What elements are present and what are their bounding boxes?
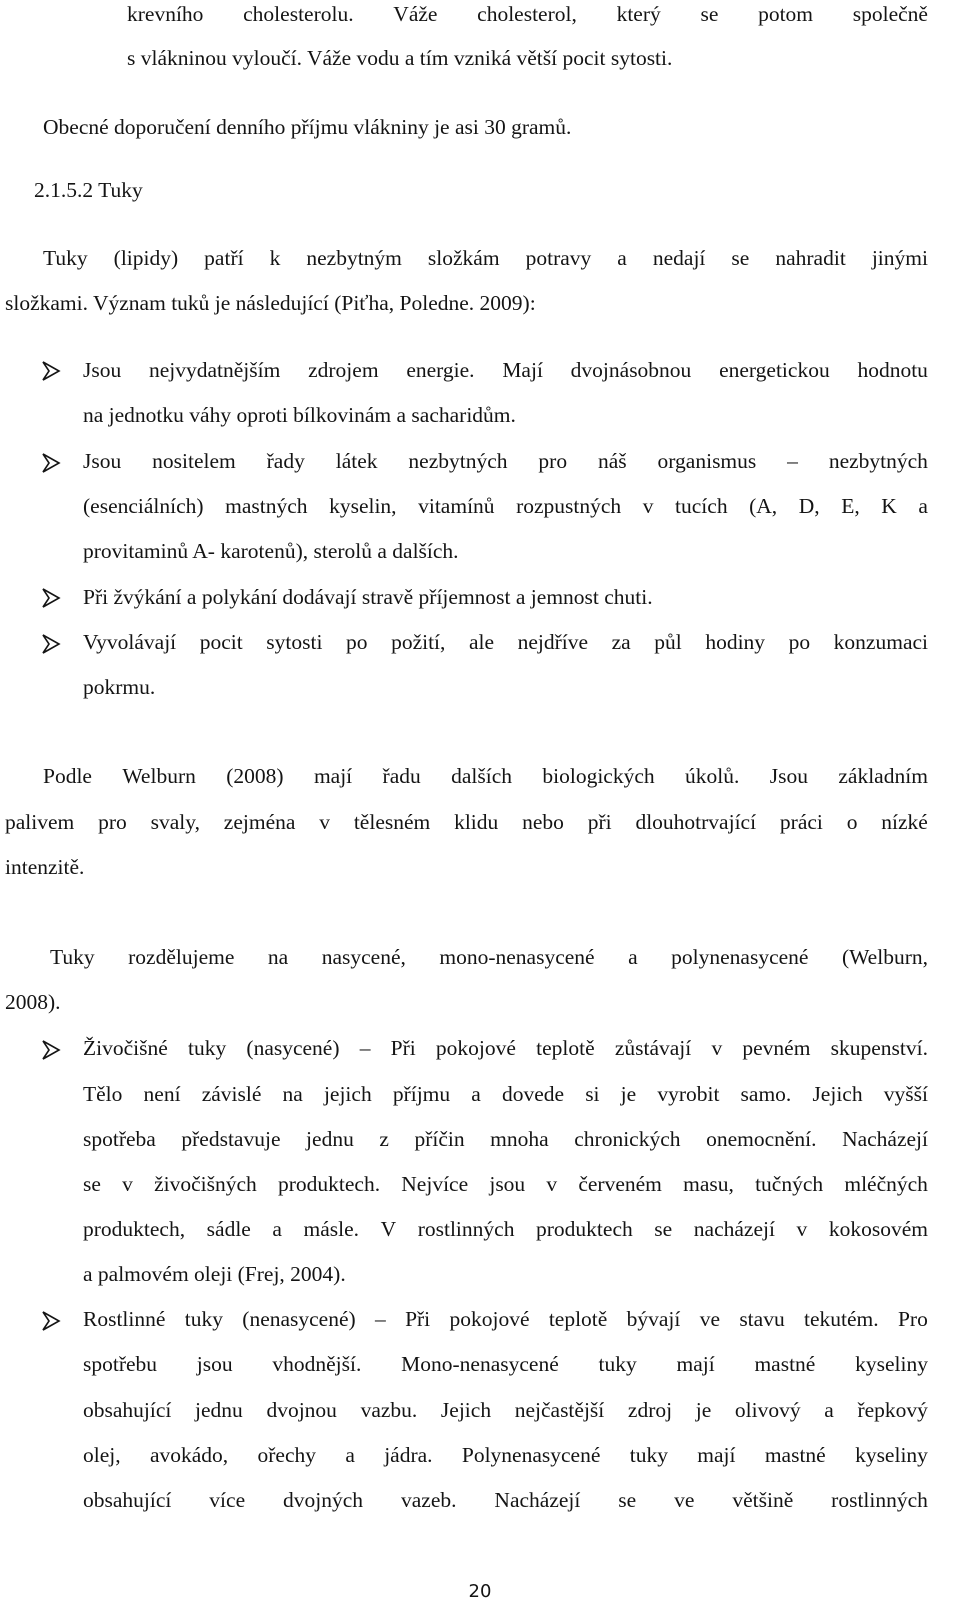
word: konzumaci	[833, 630, 928, 654]
word: onemocnění.	[706, 1127, 817, 1151]
word: nízké	[881, 810, 928, 834]
word: kyseliny	[855, 1352, 928, 1376]
word: dovede	[501, 1082, 565, 1106]
word: pevném	[742, 1036, 811, 1060]
word: příjmu	[392, 1082, 451, 1106]
word: masu,	[683, 1172, 734, 1196]
word: stavu	[739, 1307, 785, 1331]
word: dlouhotrvající	[635, 810, 757, 834]
word: sytosti	[266, 630, 323, 654]
text-line	[43, 762, 928, 790]
word: spotřebu	[83, 1352, 158, 1376]
word: není	[143, 1082, 181, 1106]
bullet-text	[83, 1034, 928, 1062]
word: jsou	[196, 1352, 233, 1376]
word: nositelem	[152, 449, 236, 473]
word: v	[122, 1172, 133, 1196]
word: jádra.	[384, 1443, 433, 1467]
word: se	[700, 2, 719, 26]
bullet-text	[83, 492, 928, 520]
word: olivový	[734, 1398, 801, 1422]
word: nejdříve	[517, 630, 589, 654]
word: mastných	[225, 494, 308, 518]
bullet-text	[83, 1170, 928, 1198]
word: hodiny	[705, 630, 766, 654]
word: nacházejí	[693, 1217, 775, 1241]
bullet-text: provitaminů A- karotenů), sterolů a dalších.	[83, 539, 459, 563]
word: polynenasycené	[671, 945, 809, 969]
word: nezbytným	[306, 246, 402, 270]
word: většině	[732, 1488, 794, 1512]
word: –	[359, 1036, 371, 1060]
word: si	[585, 1082, 600, 1106]
bullet-text	[83, 628, 928, 656]
text-line: složkami. Význam tuků je následující (Piťha, Poledne. 2009):	[5, 291, 536, 315]
word: nedají	[652, 246, 706, 270]
word: nejčastější	[514, 1398, 605, 1422]
word: složkám	[427, 246, 500, 270]
word: spotřeba	[83, 1127, 156, 1151]
word: práci	[779, 810, 823, 834]
word: mají	[697, 1443, 736, 1467]
word: požití,	[391, 630, 446, 654]
word: samo.	[740, 1082, 792, 1106]
word: zejména	[223, 810, 296, 834]
word: K	[881, 494, 897, 518]
word: příčin	[414, 1127, 465, 1151]
word: mastné	[764, 1443, 826, 1467]
word: dvojných	[283, 1488, 364, 1512]
word: Nacházejí	[494, 1488, 581, 1512]
word: bývají	[626, 1307, 681, 1331]
word: mono-nenasycené	[439, 945, 595, 969]
word: mnoha	[490, 1127, 549, 1151]
word: –	[787, 449, 798, 473]
word: k	[269, 246, 281, 270]
word: pro	[538, 449, 568, 473]
word: tuky	[184, 1307, 223, 1331]
text-line	[43, 244, 928, 272]
word: hodnotu	[857, 358, 928, 382]
bullet-text	[83, 356, 928, 384]
word: Tělo	[83, 1082, 123, 1106]
bullet-text: na jednotku váhy oproti bílkovinám a sacharidům.	[83, 403, 516, 427]
word: rostlinných	[417, 1217, 515, 1241]
word: nahradit	[775, 246, 846, 270]
text-line: intenzitě.	[5, 855, 85, 879]
word: kyseliny	[855, 1443, 928, 1467]
word: Pro	[897, 1307, 928, 1331]
word: mastné	[754, 1352, 816, 1376]
word: V	[380, 1217, 397, 1241]
word: nejvydatnějším	[148, 358, 281, 382]
word: Mono-nenasycené	[401, 1352, 559, 1376]
word: jednu	[306, 1127, 354, 1151]
word: (2008)	[226, 764, 284, 788]
word: (esenciálních)	[83, 494, 204, 518]
word: palivem	[5, 810, 75, 834]
text-line: 2008).	[5, 990, 61, 1014]
word: společně	[852, 2, 928, 26]
word: teplotě	[536, 1036, 595, 1060]
word: D,	[798, 494, 820, 518]
word: (lipidy)	[113, 246, 179, 270]
word: ořechy	[257, 1443, 316, 1467]
word: tucích	[675, 494, 728, 518]
word: pro	[98, 810, 127, 834]
text-line: s vlákninou vyloučí. Váže vodu a tím vzniká větší pocit sytosti.	[127, 46, 673, 70]
word: zdrojem	[308, 358, 379, 382]
arrowhead-bullet-icon	[41, 634, 61, 654]
word: tučných	[755, 1172, 824, 1196]
word: půl	[654, 630, 682, 654]
word: produktech	[536, 1217, 633, 1241]
word: svaly,	[150, 810, 200, 834]
word: jinými	[871, 246, 928, 270]
word: z	[379, 1127, 389, 1151]
word: Podle	[43, 764, 92, 788]
word: E,	[841, 494, 860, 518]
bullet-text	[83, 1305, 928, 1333]
word: a	[617, 246, 627, 270]
word: dalších	[451, 764, 513, 788]
word: tuky	[187, 1036, 227, 1060]
word: rozpustných	[516, 494, 622, 518]
word: Jejich	[812, 1082, 863, 1106]
word: řepkový	[857, 1398, 928, 1422]
word: potom	[758, 2, 814, 26]
word: Váže	[393, 2, 438, 26]
word: zůstávají	[614, 1036, 692, 1060]
word: po	[788, 630, 811, 654]
word: řadu	[382, 764, 421, 788]
word: a	[918, 494, 928, 518]
word: v	[319, 810, 330, 834]
word: tuky	[629, 1443, 668, 1467]
word: Rostlinné	[83, 1307, 166, 1331]
word: závislé	[201, 1082, 262, 1106]
word: se	[731, 246, 750, 270]
word: energetickou	[719, 358, 830, 382]
word: Jsou	[83, 449, 122, 473]
word: mají	[313, 764, 353, 788]
bullet-text	[83, 447, 928, 475]
word: mají	[676, 1352, 715, 1376]
text-line	[127, 0, 928, 28]
word: tuky	[598, 1352, 637, 1376]
word: řady	[266, 449, 305, 473]
word: tělesném	[353, 810, 431, 834]
word: Při	[405, 1307, 431, 1331]
word: vyšší	[883, 1082, 928, 1106]
word: (nenasycené)	[242, 1307, 356, 1331]
word: a	[345, 1443, 355, 1467]
word: ve	[674, 1488, 695, 1512]
word: Tuky	[43, 246, 88, 270]
section-heading: 2.1.5.2 Tuky	[34, 178, 143, 202]
word: vazbu.	[360, 1398, 418, 1422]
word: na	[282, 1082, 303, 1106]
word: kyselin,	[329, 494, 397, 518]
word: skupenství.	[830, 1036, 928, 1060]
word: jsou	[489, 1172, 526, 1196]
arrowhead-bullet-icon	[41, 453, 61, 473]
word: a	[272, 1217, 282, 1241]
word: tekutém.	[804, 1307, 879, 1331]
word: Živočišné	[83, 1036, 168, 1060]
word: vhodnější.	[272, 1352, 362, 1376]
word: jednu	[195, 1398, 243, 1422]
word: který	[616, 2, 661, 26]
text-line	[5, 808, 928, 836]
word: produktech.	[277, 1172, 381, 1196]
word: (Welburn,	[841, 945, 928, 969]
word: a	[628, 945, 638, 969]
word: Při	[390, 1036, 416, 1060]
word: úkolů.	[685, 764, 740, 788]
word: v	[711, 1036, 723, 1060]
word: pokojové	[449, 1307, 530, 1331]
word: v	[546, 1172, 558, 1196]
word: Nejvíce	[401, 1172, 469, 1196]
arrowhead-bullet-icon	[41, 361, 61, 381]
word: ve	[699, 1307, 720, 1331]
word: Vyvolávají	[83, 630, 177, 654]
word: pokojové	[435, 1036, 516, 1060]
bullet-text: Při žvýkání a polykání dodávají stravě příjemnost a jemnost chuti.	[83, 585, 653, 609]
word: obsahující	[83, 1488, 172, 1512]
bullet-text	[83, 1125, 928, 1153]
word: se	[654, 1217, 673, 1241]
bullet-text	[83, 1486, 928, 1514]
word: patří	[204, 246, 244, 270]
text-line	[50, 943, 928, 971]
word: Jsou	[83, 358, 122, 382]
word: rozdělujeme	[128, 945, 235, 969]
word: Nacházejí	[842, 1127, 928, 1151]
word: nebo	[522, 810, 564, 834]
word: olej,	[83, 1443, 121, 1467]
word: –	[375, 1307, 386, 1331]
word: o	[846, 810, 858, 834]
word: Tuky	[50, 945, 95, 969]
word: živočišných	[154, 1172, 257, 1196]
word: avokádo,	[149, 1443, 229, 1467]
word: cholesterolu.	[243, 2, 354, 26]
bullet-text	[83, 1396, 928, 1424]
word: energie.	[406, 358, 475, 382]
word: obsahující	[83, 1398, 172, 1422]
word: náš	[597, 449, 627, 473]
word: nezbytných	[828, 449, 928, 473]
word: (nasycené)	[246, 1036, 340, 1060]
word: nasycené,	[321, 945, 406, 969]
bullet-text	[83, 1441, 928, 1469]
word: jejich	[323, 1082, 372, 1106]
word: základním	[838, 764, 928, 788]
word: rostlinných	[831, 1488, 928, 1512]
word: látek	[335, 449, 378, 473]
word: po	[346, 630, 368, 654]
word: při	[587, 810, 612, 834]
word: Jejich	[440, 1398, 492, 1422]
word: červeném	[578, 1172, 662, 1196]
page-number: 20	[468, 1581, 492, 1602]
word: biologických	[542, 764, 655, 788]
word: sádle	[206, 1217, 251, 1241]
word: krevního	[127, 2, 204, 26]
word: kokosovém	[828, 1217, 928, 1241]
word: vyrobit	[657, 1082, 720, 1106]
word: dvojnásobnou	[570, 358, 692, 382]
word: teplotě	[548, 1307, 608, 1331]
bullet-text	[83, 1350, 928, 1378]
word: a	[824, 1398, 834, 1422]
word: je	[695, 1398, 712, 1422]
word: dvojnou	[266, 1398, 337, 1422]
bullet-text	[83, 1080, 928, 1108]
word: se	[83, 1172, 101, 1196]
word: másle.	[303, 1217, 360, 1241]
bullet-text	[83, 1215, 928, 1243]
word: Jsou	[769, 764, 808, 788]
word: za	[611, 630, 631, 654]
word: nezbytných	[408, 449, 508, 473]
bullet-text: a palmovém oleji (Frej, 2004).	[83, 1262, 346, 1286]
arrowhead-bullet-icon	[41, 588, 61, 608]
text-line: Obecné doporučení denního příjmu vlákniny je asi 30 gramů.	[43, 115, 572, 139]
word: v	[796, 1217, 808, 1241]
word: mléčných	[844, 1172, 928, 1196]
word: klidu	[454, 810, 499, 834]
arrowhead-bullet-icon	[41, 1311, 61, 1331]
word: představuje	[181, 1127, 281, 1151]
word: se	[618, 1488, 637, 1512]
word: ale	[468, 630, 495, 654]
word: a	[471, 1082, 481, 1106]
word: pocit	[199, 630, 243, 654]
word: zdroj	[627, 1398, 673, 1422]
word: Welburn	[122, 764, 196, 788]
word: Polynenasycené	[461, 1443, 601, 1467]
word: chronických	[574, 1127, 681, 1151]
word: produktech,	[83, 1217, 186, 1241]
word: Mají	[502, 358, 543, 382]
word: organismus	[657, 449, 757, 473]
word: (A,	[749, 494, 778, 518]
bullet-text: pokrmu.	[83, 675, 156, 699]
word: vitamínů	[418, 494, 495, 518]
word: na	[267, 945, 289, 969]
word: potravy	[525, 246, 592, 270]
word: v	[642, 494, 654, 518]
word: vazeb.	[400, 1488, 457, 1512]
arrowhead-bullet-icon	[41, 1040, 61, 1060]
word: cholesterol,	[477, 2, 577, 26]
word: je	[620, 1082, 637, 1106]
word: více	[209, 1488, 246, 1512]
